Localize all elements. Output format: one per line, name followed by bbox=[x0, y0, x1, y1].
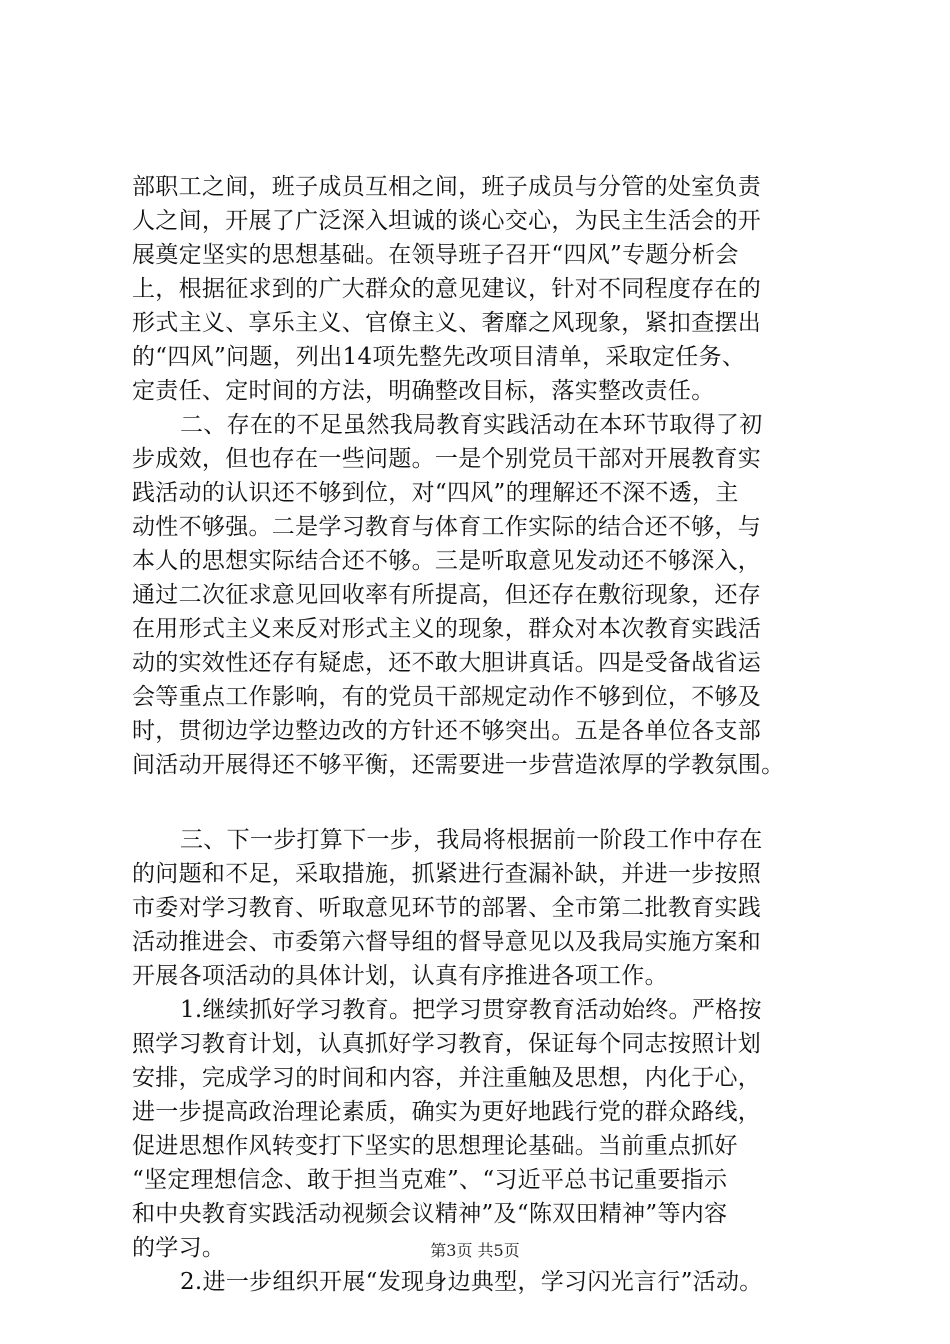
text-line: 通过二次征求意见回收率有所提高，但还存在敷衍现象，还存 bbox=[132, 582, 762, 608]
text-line: 时，贯彻边学边整边改的方针还不够突出。五是各单位各支部 bbox=[132, 718, 762, 744]
page-number-footer: 第3页 共5页 bbox=[430, 1241, 520, 1260]
text-line: 促进思想作风转变打下坚实的思想理论基础。当前重点抓好 bbox=[132, 1133, 738, 1159]
text-line: 的“四风”问题，列出14项先整先改项目清单，采取定任务、 bbox=[132, 344, 746, 370]
paragraph-gap bbox=[132, 782, 852, 823]
item-two-line: 2.进一步组织开展“发现身边典型，学习闪光言行”活动。 bbox=[180, 1269, 763, 1295]
text-line: “坚定理想信念、敢于担当克难”、“习近平总书记重要指示 bbox=[132, 1167, 728, 1193]
text-line: 在用形式主义来反对形式主义的现象，群众对本次教育实践活 bbox=[132, 616, 762, 642]
text-line: 的学习。 bbox=[132, 1235, 226, 1261]
text-line: 定责任、定时间的方法，明确整改目标，落实整改责任。 bbox=[132, 378, 715, 404]
text-line: 人之间，开展了广泛深入坦诚的谈心交心，为民主生活会的开 bbox=[132, 208, 762, 234]
text-line: 展奠定坚实的思想基础。在领导班子召开“四风”专题分析会 bbox=[132, 242, 739, 268]
text-line: 本人的思想实际结合还不够。三是听取意见发动还不够深入， bbox=[132, 548, 762, 574]
text-line: 市委对学习教育、听取意见环节的部署、全市第二批教育实践 bbox=[132, 895, 762, 921]
text-line: 的问题和不足，采取措施，抓紧进行查漏补缺，并进一步按照 bbox=[132, 861, 762, 887]
text-line: 和中央教育实践活动视频会议精神”及“陈双田精神”等内容 bbox=[132, 1201, 728, 1227]
text-line: 开展各项活动的具体计划，认真有序推进各项工作。 bbox=[132, 963, 668, 989]
text-line: 动的实效性还存有疑虑，还不敢大胆讲真话。四是受备战省运 bbox=[132, 650, 762, 676]
text-line: 间活动开展得还不够平衡，还需要进一步营造浓厚的学教氛围。 bbox=[132, 752, 785, 778]
text-line: 活动推进会、市委第六督导组的督导意见以及我局实施方案和 bbox=[132, 929, 762, 955]
section-two-heading-line: 二、存在的不足虽然我局教育实践活动在本环节取得了初 bbox=[180, 412, 763, 438]
text-line: 步成效，但也存在一些问题。一是个别党员干部对开展教育实 bbox=[132, 446, 762, 472]
text-line: 上，根据征求到的广大群众的意见建议，针对不同程度存在的 bbox=[132, 276, 762, 302]
text-line: 部职工之间，班子成员互相之间，班子成员与分管的处室负责 bbox=[132, 174, 762, 200]
text-line: 动性不够强。二是学习教育与体育工作实际的结合还不够，与 bbox=[132, 514, 762, 540]
text-line: 进一步提高政治理论素质，确实为更好地践行党的群众路线， bbox=[132, 1099, 762, 1125]
document-body bbox=[132, 170, 852, 1299]
text-line: 安排，完成学习的时间和内容，并注重触及思想，内化于心， bbox=[132, 1065, 762, 1091]
text-line: 形式主义、享乐主义、官僚主义、奢靡之风现象，紧扣查摆出 bbox=[132, 310, 762, 336]
text-line: 会等重点工作影响，有的党员干部规定动作不够到位，不够及 bbox=[132, 684, 762, 710]
item-one-line: 1.继续抓好学习教育。把学习贯穿教育活动始终。严格按 bbox=[180, 997, 762, 1023]
section-three-heading-line: 三、下一步打算下一步，我局将根据前一阶段工作中存在 bbox=[180, 827, 763, 853]
text-line: 照学习教育计划，认真抓好学习教育，保证每个同志按照计划 bbox=[132, 1031, 762, 1057]
text-line: 践活动的认识还不够到位，对“四风”的理解还不深不透，主 bbox=[132, 480, 739, 506]
